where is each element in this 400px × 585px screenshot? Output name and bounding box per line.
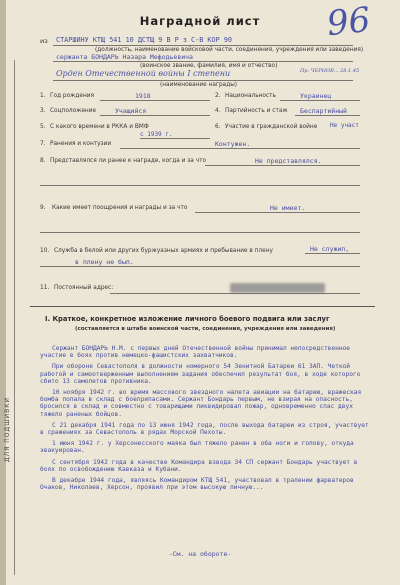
field-4-value: Беспартийный bbox=[300, 107, 347, 115]
field-5-label: С какого времени в РККА и ВМФ bbox=[50, 124, 149, 130]
field-6-label: Участие в гражданской войне bbox=[225, 124, 318, 130]
q10-rule-2 bbox=[40, 266, 360, 267]
q10-label: Служба в белой или других буржуазных армиях и пребывание в плену bbox=[54, 248, 273, 254]
unit-caption: (должность, наименование войсковой части, соединения, учреждения или заведения) bbox=[95, 47, 364, 53]
q8-num: 8. bbox=[40, 158, 46, 164]
narrative-paragraph: При обороне Севастополя в должности номерного 54 Зенитной Батареи 61 ЗАП. Четкой работой и самоотверженным выполнением задания обеспечил результат боя, в ходе которого сбито 13 самолетов противника. bbox=[40, 363, 361, 385]
field-3-num: 3. bbox=[40, 108, 46, 114]
award-rule bbox=[53, 80, 353, 81]
field-3-value: Учащийся bbox=[115, 107, 147, 115]
field-7-value: Контужен. bbox=[215, 140, 251, 148]
narrative-paragraph: С сентября 1942 года в качестве Командира взвода 34 СП сержант Бондарь участвует в боях по освобождению Кавказа и Кубани. bbox=[40, 458, 358, 473]
field-6-value: Не участ bbox=[330, 122, 359, 129]
redacted-address bbox=[230, 283, 325, 293]
field-1-label: Год рождения bbox=[50, 93, 95, 99]
corner-number: 96 bbox=[324, 0, 372, 45]
field-5-num: 5. bbox=[40, 124, 46, 130]
field-7-rule bbox=[120, 148, 360, 149]
q9-label: Какие имеет поощрения и награды и за что bbox=[52, 205, 188, 211]
unit-typed: СТАРШИНУ КТЩ 541 10 ДСТЩ 9 В Р з С-В КОР 90 bbox=[56, 36, 232, 44]
narrative-paragraph: 1 июня 1942 г. у Херсонесского маяка был тяжело ранен в оба ноги и голову, откуда эвакуирован. bbox=[40, 440, 354, 455]
field-3-rule bbox=[100, 115, 210, 116]
section-divider bbox=[30, 306, 375, 307]
q11-label: Постоянный адрес: bbox=[54, 285, 114, 291]
field-5-value: с 1939 г. bbox=[140, 131, 173, 138]
field-1-num: 1. bbox=[40, 93, 46, 99]
award-handwritten: Орден Отечественной войны I степени bbox=[56, 69, 231, 78]
field-4-label: Партийность и стаж bbox=[225, 108, 288, 114]
field-1-rule bbox=[100, 100, 210, 101]
field-4-rule bbox=[295, 115, 360, 116]
margin-line bbox=[14, 60, 15, 575]
q10-rule bbox=[305, 253, 360, 254]
field-7-num: 7. bbox=[40, 141, 46, 147]
narrative-body bbox=[40, 345, 375, 495]
q9-rule-2 bbox=[40, 232, 360, 233]
q9-num: 9. bbox=[40, 205, 46, 211]
q8-rule bbox=[205, 165, 360, 166]
narrative-paragraph: С 21 декабря 1941 года по 13 июня 1942 года, после выхода батареи из строя, участвует в сражениях за Севастополь в рядах Морской Пехоты. bbox=[40, 421, 369, 437]
page-title: Наградной лист bbox=[139, 14, 261, 28]
name-caption: (воинское звание, фамилия, имя и отчество) bbox=[140, 63, 278, 69]
q9-value: Не имеет. bbox=[270, 204, 306, 212]
q11-rule bbox=[110, 293, 360, 294]
q10-num: 10. bbox=[40, 248, 50, 254]
award-caption: (наименование награды) bbox=[160, 82, 238, 88]
section-subtitle: (составляется в штабе воинской части, соединения, учреждения или заведения) bbox=[75, 326, 336, 332]
name-typed: сержанта БОНДАРЬ Назара Мефодьевича bbox=[56, 53, 193, 61]
field-2-num: 2. bbox=[215, 93, 221, 99]
q9-rule bbox=[195, 212, 360, 213]
field-3-label: Соцположение bbox=[50, 108, 97, 114]
q10-value-2: в плену не был. bbox=[75, 258, 134, 266]
q8-value: Не представлялся. bbox=[255, 157, 322, 165]
field-2-label: Национальность bbox=[225, 93, 276, 99]
name-rule bbox=[53, 61, 353, 62]
q8-rule-2 bbox=[40, 185, 360, 186]
see-reverse-note: -См. на обороте- bbox=[168, 550, 232, 558]
q11-num: 11. bbox=[40, 285, 50, 291]
corner-note: Пр. ЧЕРНОВ... 28.1.45 bbox=[300, 68, 360, 74]
unit-rule bbox=[53, 45, 353, 46]
section-title: I. Краткое, конкретное изложение личного боевого подвига или заслуг bbox=[45, 315, 330, 323]
field-6-num: 6. bbox=[215, 124, 221, 130]
field-4-num: 4. bbox=[215, 108, 221, 114]
field-1-value: 1918 bbox=[135, 92, 151, 100]
q10-value: Не служил, bbox=[310, 245, 350, 253]
field-2-value: Украинец bbox=[300, 92, 332, 100]
field-5-rule bbox=[140, 138, 210, 139]
narrative-paragraph: 10 ноября 1942 г. во время массового звездного налета авиации на батарею, вражеская бомба попала в склад с боеприпасами. Сержант Бондарь первым, не взирая на опасность, бросился в склад и совместно с товарищами ликвидировал пожар, одновременно спас двух тяжело раненых бойцов. bbox=[40, 389, 362, 418]
narrative-paragraph: Сержант БОНДАРЬ Н.М. с первых дней Отечественной войны принимал непосредственное участие в боях против немецко-фашистских захватчиков. bbox=[40, 345, 351, 360]
field-7-label: Ранения и контузии bbox=[50, 141, 112, 147]
unit-prefix: из bbox=[40, 37, 48, 45]
narrative-paragraph: В декабре 1944 года, являясь Командиром КТЩ 541, участвовал в тралении фарватеров Очаков, Николаев, Херсон, проявил при этом высокую личную... bbox=[40, 477, 354, 492]
side-margin-text: ДЛЯ ПОДШИВКИ bbox=[4, 397, 11, 463]
q8-label: Представлялся ли ранее к награде, когда и за что bbox=[50, 158, 207, 164]
field-2-rule bbox=[280, 100, 360, 101]
